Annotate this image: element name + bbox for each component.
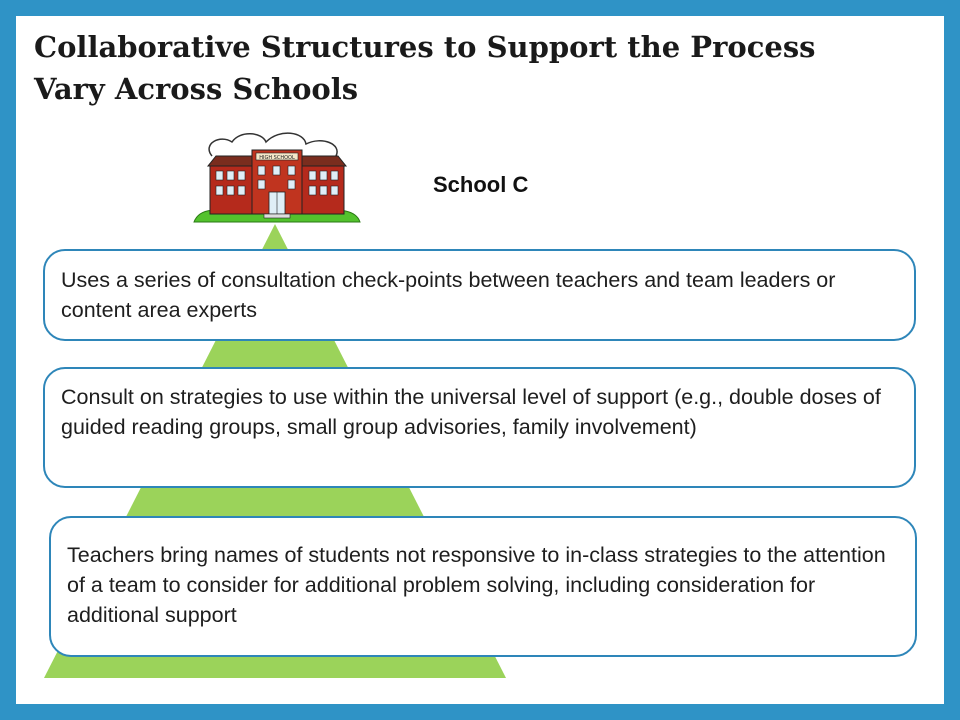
step-box-1: [43, 249, 916, 341]
step-box-2: [43, 367, 916, 488]
school-building-icon: [192, 126, 362, 228]
school-label: School C: [433, 172, 529, 197]
title-line-2: Vary Across Schools: [34, 72, 359, 106]
step-box-1-text: Uses a series of consultation check-points between teachers and team leaders or content area experts: [61, 268, 836, 322]
slide: [16, 16, 944, 704]
step-box-3-text: Teachers bring names of students not responsive to in-class strategies to the attention of a team to consider for additional problem solving, including consideration for additional support: [67, 543, 886, 627]
step-box-2-text: Consult on strategies to use within the universal level of support (e.g., double doses of guided reading groups, small group advisories, family involvement): [61, 385, 881, 439]
step-box-3: [49, 516, 917, 657]
school-sign-text: HIGH SCHOOL: [259, 155, 295, 161]
title-line-1: Collaborative Structures to Support the Process: [34, 30, 816, 64]
